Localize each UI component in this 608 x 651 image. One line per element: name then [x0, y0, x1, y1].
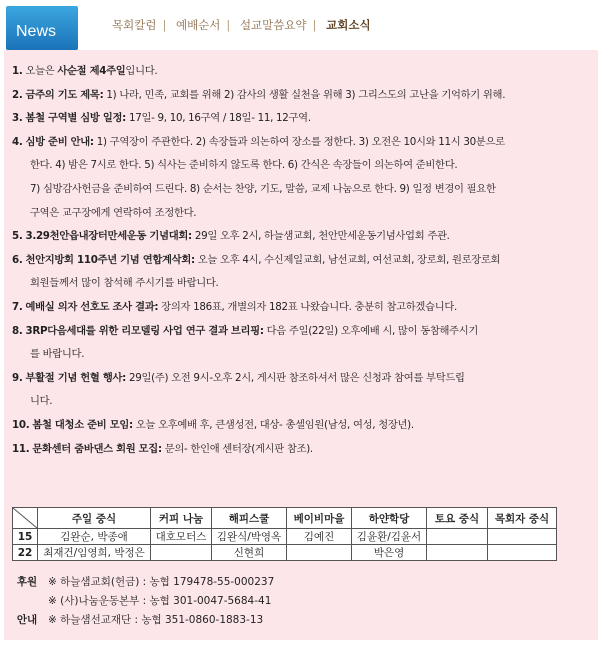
section-nav	[112, 17, 375, 33]
nav-pastor-column[interactable]: 목회칼럼	[112, 18, 157, 32]
notice-number: 11.	[12, 442, 30, 455]
donation-accounts	[48, 573, 368, 630]
notice-text: 오늘 오후예배 후, 큰샘성전, 대상- 총셀임원(남성, 여성, 청장년).	[135, 418, 414, 431]
notice-item	[12, 320, 588, 367]
table-row	[13, 529, 557, 545]
notice-number: 1.	[12, 65, 23, 77]
notice-text: 입니다.	[125, 65, 158, 77]
table-cell: 최재건/임영희, 박정은	[38, 545, 151, 561]
col-header: 해피스쿨	[212, 508, 287, 529]
notice-text: 니다.	[30, 395, 53, 408]
notice-text: 오늘은	[25, 65, 58, 77]
col-header: 베이비마을	[287, 508, 352, 529]
table-cell: 김완식/박영옥	[212, 529, 287, 545]
table-cell	[287, 545, 352, 561]
notice-text: 장의자 186표, 개별의자 182표 나왔습니다. 충분히 참고하겠습니다.	[161, 300, 457, 313]
notice-highlight: 사순절 제4주일	[57, 65, 126, 77]
table-cell: 김예진	[287, 529, 352, 545]
col-header: 목회자 중식	[488, 508, 557, 529]
notice-item	[12, 296, 588, 320]
table-cell: 김윤환/김윤서	[352, 529, 427, 545]
nav-separator: |	[312, 18, 317, 32]
table-header-row	[13, 508, 557, 529]
notice-item	[12, 60, 588, 84]
notice-text: 7) 심방감사헌금을 준비하여 드린다. 8) 순서는 찬양, 기도, 말씀, 교제 나눔으로 한다. 9) 일정 변경이 필요한	[30, 182, 496, 195]
notice-text: 29일(주) 오전 9시-오후 2시, 게시판 참조하셔서 많은 신청과 참여를 부탁드립	[128, 371, 465, 384]
table-cell	[488, 529, 557, 545]
notice-number: 3.	[12, 112, 23, 125]
notice-title: 3RP다음세대를 위한 리모델링 사업 연구 결과 브리핑:	[25, 324, 264, 337]
table-cell	[151, 545, 212, 561]
notice-text: 다음 주일(22일) 오후예배 시, 많이 동참해주시기	[266, 324, 479, 337]
notice-item	[12, 84, 588, 108]
notice-title: 천안지방회 110주년 기념 연합계삭회:	[25, 253, 195, 266]
table-cell: 신현희	[212, 545, 287, 561]
news-logo: News	[6, 6, 78, 50]
notice-title: 예배실 의자 선호도 조사 결과:	[25, 300, 159, 313]
notice-number: 8.	[12, 324, 23, 337]
notice-text: 오늘 오후 4시, 수신제일교회, 남선교회, 여선교회, 장로회, 원로장로회	[197, 253, 501, 266]
notice-text: 1) 나라, 민족, 교회를 위해 2) 감사의 생활 실천을 위해 3) 그리스도의 고난을 기억하기 위해.	[106, 88, 506, 101]
notice-text: 구역은 교구장에게 연락하여 조정한다.	[30, 206, 197, 219]
notice-item	[12, 131, 588, 225]
donation-label	[14, 573, 40, 630]
notice-text: 1) 구역장이 주관한다. 2) 속장들과 의논하여 장소를 정한다. 3) 오전은 10시와 11시 30분으로	[96, 135, 505, 148]
notice-item	[12, 225, 588, 249]
row-day: 22	[13, 545, 38, 561]
notice-title: 문화센터 줌바댄스 회원 모집:	[32, 442, 162, 455]
account-line: ※ (사)나눔운동본부 : 농협 301-0047-5684-41	[48, 595, 272, 607]
table-cell: 박은영	[352, 545, 427, 561]
service-schedule-table	[12, 507, 557, 561]
donation-label-bottom: 안내	[16, 614, 38, 626]
row-day: 15	[13, 529, 38, 545]
notice-title: 봄철 구역별 심방 일정:	[25, 112, 126, 125]
header	[0, 0, 608, 50]
table-cell: 대호모터스	[151, 529, 212, 545]
nav-sermon-summary[interactable]: 설교말씀요약	[239, 18, 307, 32]
donation-label-top: 후원	[16, 576, 38, 588]
col-header: 토요 중식	[427, 508, 488, 529]
notice-title: 금주의 기도 제목:	[25, 88, 104, 101]
notice-title: 봄철 대청소 준비 모임:	[32, 418, 133, 431]
notice-text: 29일 오후 2시, 하늘샘교회, 천안만세운동기념사업회 주관.	[194, 230, 450, 243]
table-cell: 김완순, 박종애	[38, 529, 151, 545]
table-cell	[488, 545, 557, 561]
col-header: 커피 나눔	[151, 508, 212, 529]
notice-number: 2.	[12, 88, 23, 101]
table-cell	[427, 545, 488, 561]
diagonal-line-icon	[13, 508, 37, 528]
nav-separator: |	[226, 18, 231, 32]
notice-title: 3.29천안읍내장터만세운동 기념대회:	[25, 230, 192, 243]
notice-number: 5.	[12, 230, 23, 243]
notice-item	[12, 249, 588, 296]
notice-text: 17일- 9, 10, 16구역 / 18일- 11, 12구역.	[128, 112, 311, 125]
nav-worship-order[interactable]: 예배순서	[175, 18, 221, 32]
notice-item	[12, 107, 588, 131]
table-cell	[427, 529, 488, 545]
notice-number: 7.	[12, 300, 23, 313]
notice-text: 를 바랍니다.	[30, 348, 85, 361]
notice-title: 부활절 기념 헌혈 행사:	[25, 371, 126, 384]
notice-item	[12, 367, 588, 414]
notice-item	[12, 438, 588, 462]
col-header: 주일 중식	[38, 508, 151, 529]
nav-church-news[interactable]: 교회소식	[326, 18, 371, 32]
notice-number: 10.	[12, 418, 30, 431]
notice-title: 심방 준비 안내:	[25, 135, 94, 148]
notice-text: 문의- 한인애 센터장(게시판 참조).	[164, 442, 313, 455]
notice-text: 한다. 4) 밤은 7시로 한다. 5) 식사는 준비하지 않도록 한다. 6) 간식은 속장들이 의논하여 준비한다.	[30, 159, 458, 172]
account-line: ※ 하늘샘선교재단 : 농협 351-0860-1883-13	[48, 614, 264, 626]
account-line: ※ 하늘샘교회(헌금) : 농협 179478-55-000237	[48, 576, 275, 588]
table-corner-cell	[13, 508, 38, 529]
col-header: 하얀학당	[352, 508, 427, 529]
notice-number: 6.	[12, 253, 23, 266]
notice-item	[12, 414, 588, 438]
notice-text: 회원들께서 많이 참석해 주시기를 바랍니다.	[30, 277, 219, 290]
notice-number: 9.	[12, 371, 23, 384]
table-row	[13, 545, 557, 561]
nav-separator: |	[162, 18, 167, 32]
notice-number: 4.	[12, 135, 23, 148]
